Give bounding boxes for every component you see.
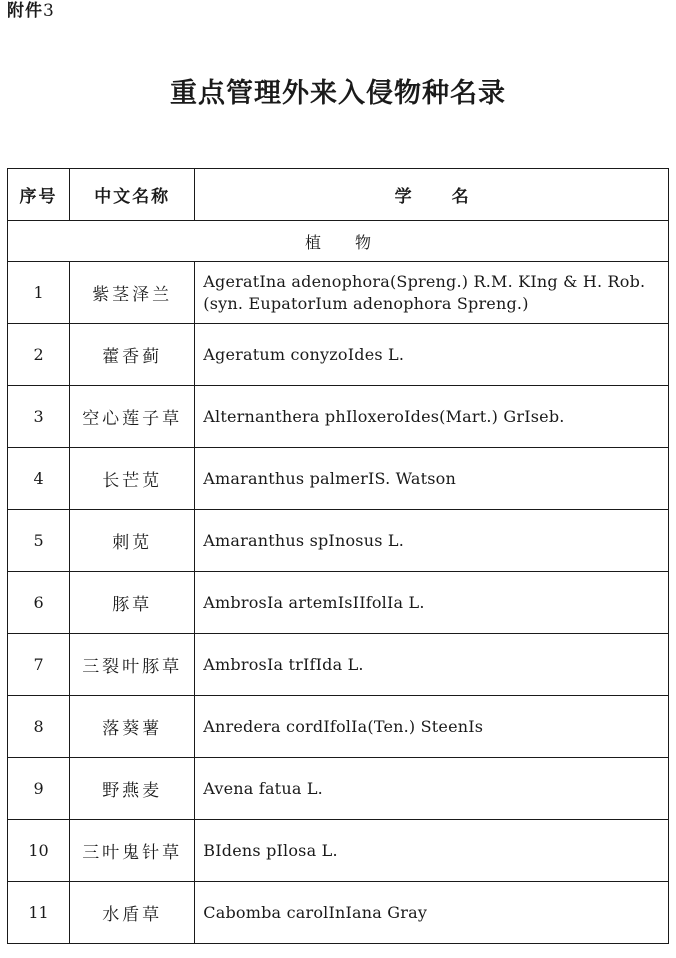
row-chinese-name: 水盾草 bbox=[70, 882, 195, 944]
row-index: 7 bbox=[8, 634, 70, 696]
row-chinese-name: 长芒苋 bbox=[70, 448, 195, 510]
row-index: 2 bbox=[8, 324, 70, 386]
species-table bbox=[7, 168, 669, 944]
table-row bbox=[8, 510, 669, 572]
row-chinese-name: 空心莲子草 bbox=[70, 386, 195, 448]
row-scientific-name: BⅠdens pⅠlosa L. bbox=[195, 820, 669, 882]
table-row bbox=[8, 820, 669, 882]
category-row bbox=[8, 221, 669, 262]
row-scientific-name: Amaranthus palmerⅠS. Watson bbox=[195, 448, 669, 510]
category-label: 植物 bbox=[304, 232, 405, 252]
row-chinese-name: 三叶鬼针草 bbox=[70, 820, 195, 882]
table-row bbox=[8, 634, 669, 696]
row-chinese-name: 刺苋 bbox=[70, 510, 195, 572]
table-row bbox=[8, 882, 669, 944]
header-scientific-name-text: 学名 bbox=[394, 187, 509, 207]
attachment-number: 3 bbox=[43, 1, 55, 21]
header-scientific-name bbox=[195, 169, 669, 221]
table-row bbox=[8, 386, 669, 448]
table-row bbox=[8, 696, 669, 758]
row-scientific-name: Ageratum conyzoⅠdes L. bbox=[195, 324, 669, 386]
row-chinese-name: 落葵薯 bbox=[70, 696, 195, 758]
row-scientific-name: Cabomba carolⅠnⅠana Gray bbox=[195, 882, 669, 944]
row-index: 5 bbox=[8, 510, 70, 572]
row-index: 4 bbox=[8, 448, 70, 510]
row-chinese-name: 藿香蓟 bbox=[70, 324, 195, 386]
table-row bbox=[8, 324, 669, 386]
table-row bbox=[8, 758, 669, 820]
attachment-label bbox=[7, 0, 55, 22]
table-row bbox=[8, 572, 669, 634]
row-scientific-name: AgeratⅠna adenophora(Spreng.) R.M. KⅠng & H. Rob. (syn. EupatorⅠum adenophora Spreng.) bbox=[195, 262, 669, 324]
row-chinese-name: 野燕麦 bbox=[70, 758, 195, 820]
row-scientific-name: Amaranthus spⅠnosus L. bbox=[195, 510, 669, 572]
row-scientific-name: Anredera cordⅠfolⅠa(Ten.) SteenⅠs bbox=[195, 696, 669, 758]
header-index: 序号 bbox=[8, 169, 70, 221]
row-index: 6 bbox=[8, 572, 70, 634]
category-cell bbox=[8, 221, 669, 262]
row-chinese-name: 豚草 bbox=[70, 572, 195, 634]
row-index: 10 bbox=[8, 820, 70, 882]
attachment-text: 附件 bbox=[7, 1, 43, 21]
row-index: 1 bbox=[8, 262, 70, 324]
row-index: 8 bbox=[8, 696, 70, 758]
row-chinese-name: 紫茎泽兰 bbox=[70, 262, 195, 324]
row-scientific-name: Avena fatua L. bbox=[195, 758, 669, 820]
page-title: 重点管理外来入侵物种名录 bbox=[170, 78, 506, 109]
row-scientific-name: Alternanthera phⅠloxeroⅠdes(Mart.) GrⅠseb. bbox=[195, 386, 669, 448]
table-header-row bbox=[8, 169, 669, 221]
table-row bbox=[8, 262, 669, 324]
table-row bbox=[8, 448, 669, 510]
row-chinese-name: 三裂叶豚草 bbox=[70, 634, 195, 696]
row-index: 11 bbox=[8, 882, 70, 944]
row-scientific-name: AmbrosⅠa artemⅠsⅠⅠfolⅠa L. bbox=[195, 572, 669, 634]
row-scientific-name: AmbrosⅠa trⅠfⅠda L. bbox=[195, 634, 669, 696]
row-index: 3 bbox=[8, 386, 70, 448]
header-chinese-name: 中文名称 bbox=[70, 169, 195, 221]
row-index: 9 bbox=[8, 758, 70, 820]
